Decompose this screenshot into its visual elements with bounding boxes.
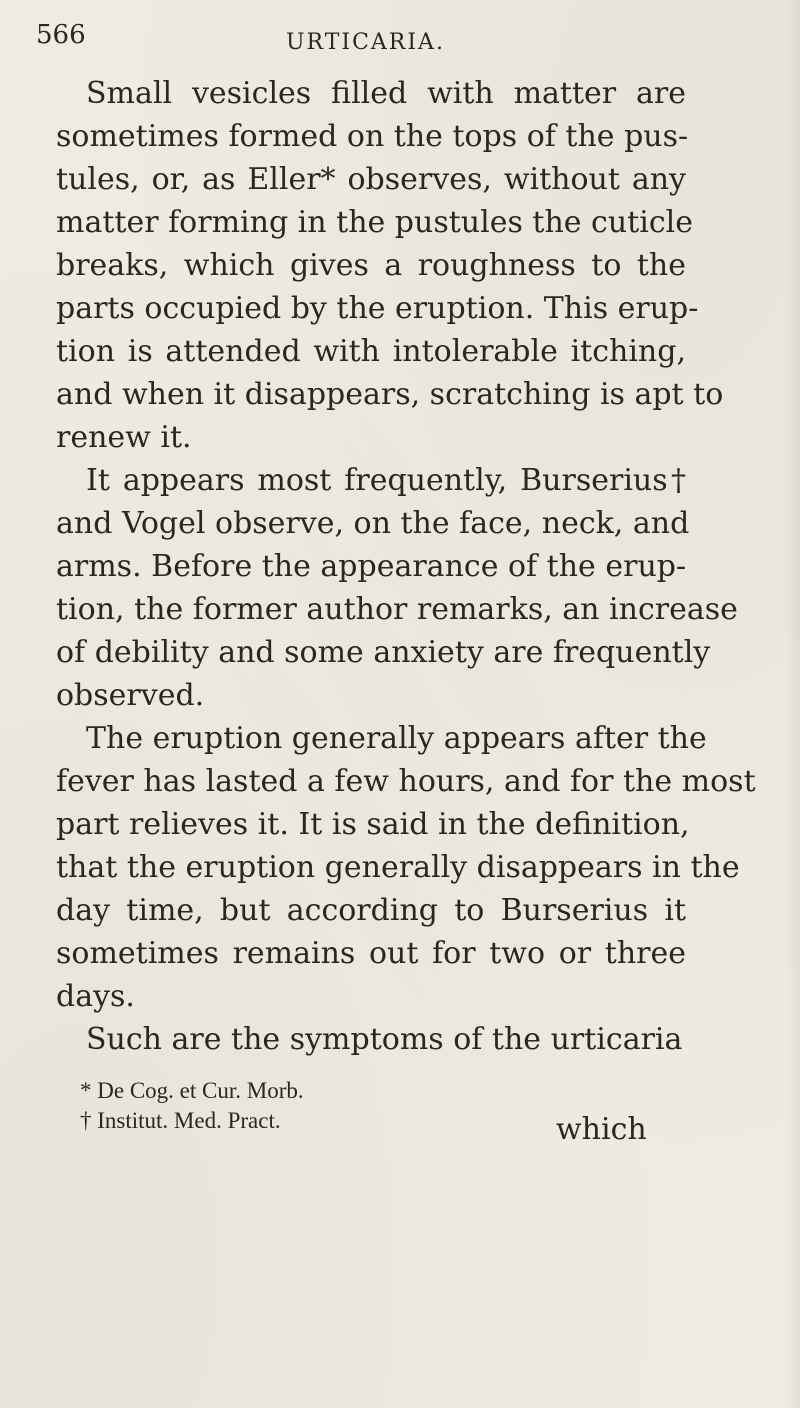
body-line: sometimes remains out for two or three: [56, 936, 686, 971]
body-line: parts occupied by the eruption. This erup-: [56, 291, 699, 326]
body-line: tules, or, as Eller* observes, without any: [56, 162, 686, 197]
body-line: arms. Before the appearance of the erup-: [56, 549, 687, 584]
body-line: fever has lasted a few hours, and for the most: [56, 764, 756, 799]
body-line: and when it disappears, scratching is apt to: [56, 377, 724, 412]
body-line: breaks, which gives a roughness to the: [56, 248, 686, 283]
body-line: matter forming in the pustules the cuticle: [56, 205, 693, 240]
body-line: renew it.: [56, 420, 192, 455]
body-line: Small vesicles filled with matter are: [86, 76, 686, 111]
body-line: that the eruption generally disappears in the: [56, 850, 740, 885]
footnote: * De Cog. et Cur. Morb.: [80, 1078, 304, 1103]
body-line: part relieves it. It is said in the definition,: [56, 807, 690, 842]
body-line: It appears most frequently, Burserius†: [86, 463, 686, 498]
body-line: The eruption generally appears after the: [86, 721, 707, 756]
body-line: days.: [56, 979, 135, 1014]
body-line: tion is attended with intolerable itching,: [56, 334, 686, 369]
body-line: Such are the symptoms of the urticaria: [86, 1022, 683, 1057]
footnote: † Institut. Med. Pract.: [80, 1108, 281, 1133]
running-head: URTICARIA.: [286, 30, 445, 55]
body-line: observed.: [56, 678, 205, 713]
body-line: sometimes formed on the tops of the pus-: [56, 119, 689, 154]
body-line: of debility and some anxiety are frequently: [56, 635, 711, 670]
body-line: day time, but according to Burserius it: [56, 893, 686, 928]
catchword: which: [556, 1112, 647, 1147]
body-line: tion, the former author remarks, an increase: [56, 592, 738, 627]
body-line: and Vogel observe, on the face, neck, and: [56, 506, 690, 541]
page-edge-shadow: [786, 0, 800, 1408]
page-number: 566: [36, 20, 86, 50]
